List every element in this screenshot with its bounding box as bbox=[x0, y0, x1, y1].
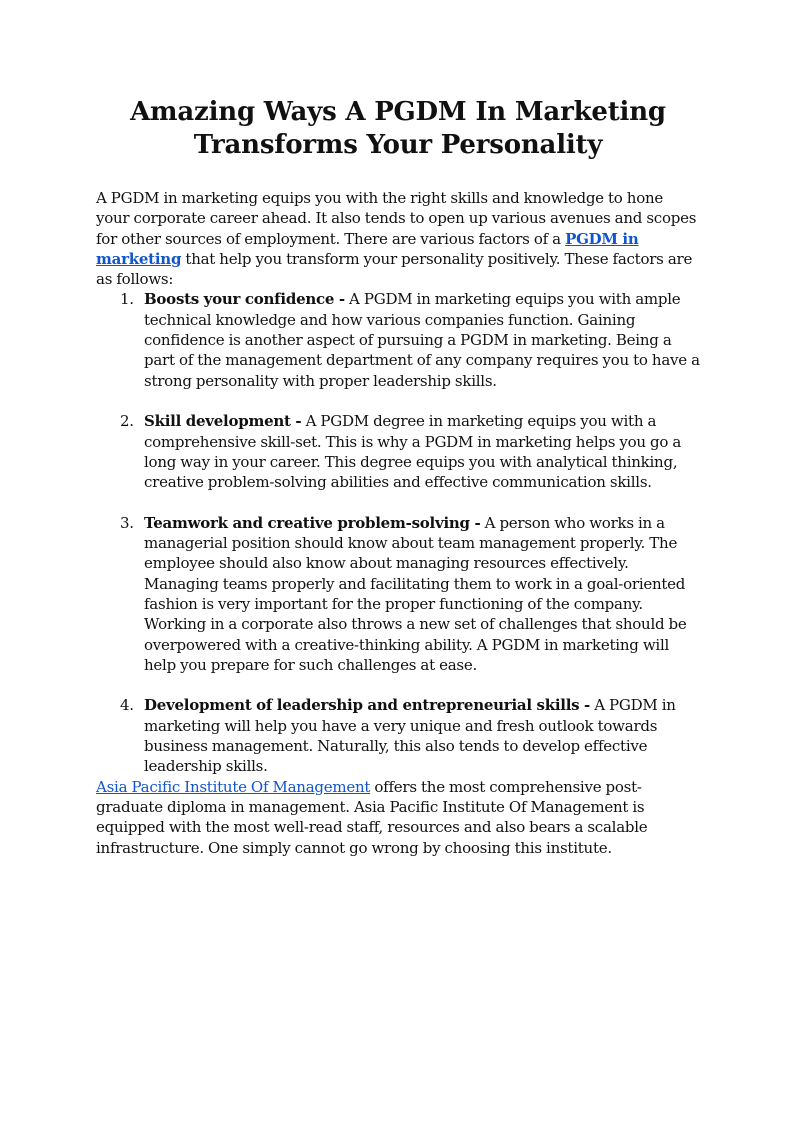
list-item-number: 2. bbox=[120, 412, 134, 431]
list-item-number: 1. bbox=[120, 290, 134, 309]
list-item-text: A PGDM in marketing will help you have a very unique and fresh outlook towards business management. Naturally, this also tends to develop effective leadership skills. bbox=[144, 696, 676, 776]
closing-paragraph bbox=[96, 777, 700, 858]
list-item bbox=[96, 695, 700, 776]
title-line-1: Amazing Ways A PGDM In Marketing bbox=[130, 97, 666, 127]
closing-text: offers the most comprehensive post-graduate diploma in management. Asia Pacific Institute Of Management is equipped with the most well-read staff, resources and also bears a scalable infrastructure. One simply cannot go wrong by choosing this institute. bbox=[96, 777, 648, 857]
list-item-text: A PGDM degree in marketing equips you with a comprehensive skill-set. This is why a PGDM in marketing helps you go a long way in your career. This degree equips you with analytical thinking, creative problem-solving abilities and effective communication skills. bbox=[144, 412, 682, 492]
list-item-lead: Development of leadership and entrepreneurial skills - bbox=[144, 696, 591, 715]
list-item-lead: Boosts your confidence - bbox=[144, 290, 345, 309]
list-item-lead: Teamwork and creative problem-solving - bbox=[144, 513, 481, 532]
list-item-number: 3. bbox=[120, 513, 134, 532]
pgdm-in-marketing-link[interactable]: PGDM in marketing bbox=[96, 229, 639, 268]
list-item-text: A person who works in a managerial position should know about team management properly. The employee should also know about managing resources effectively. Managing teams properly and facilitating them to work in a goal-oriented fashion is very important for the proper functioning of the company. Working in a corporate also throws a new set of challenges that should be overpowered with a creative-thinking ability. A PGDM in marketing will help you prepare for such challenges at ease. bbox=[144, 513, 687, 674]
list-item bbox=[96, 289, 700, 390]
list-item-number: 4. bbox=[120, 696, 134, 715]
asia-pacific-institute-link[interactable]: Asia Pacific Institute Of Management bbox=[96, 777, 371, 796]
list-item-lead: Skill development - bbox=[144, 412, 302, 431]
document-page bbox=[96, 96, 700, 858]
page-title bbox=[96, 96, 700, 162]
list-item-text: A PGDM in marketing equips you with ample technical knowledge and how various companies function. Gaining confidence is another aspect of pursuing a PGDM in marketing. Being a part of the management department of any company requires you to have a strong personality with proper leadership skills. bbox=[144, 290, 700, 390]
list-item bbox=[96, 513, 700, 675]
intro-paragraph bbox=[96, 188, 700, 289]
list-item bbox=[96, 411, 700, 492]
title-line-2: Transforms Your Personality bbox=[193, 130, 603, 160]
factors-list bbox=[96, 289, 700, 776]
intro-text-after-link: that help you transform your personality positively. These factors are as follows: bbox=[96, 249, 693, 289]
intro-text-before-link: A PGDM in marketing equips you with the right skills and knowledge to hone your corporate career ahead. It also tends to open up various avenues and scopes for other sources of employment. There are various factors of a bbox=[96, 189, 697, 248]
